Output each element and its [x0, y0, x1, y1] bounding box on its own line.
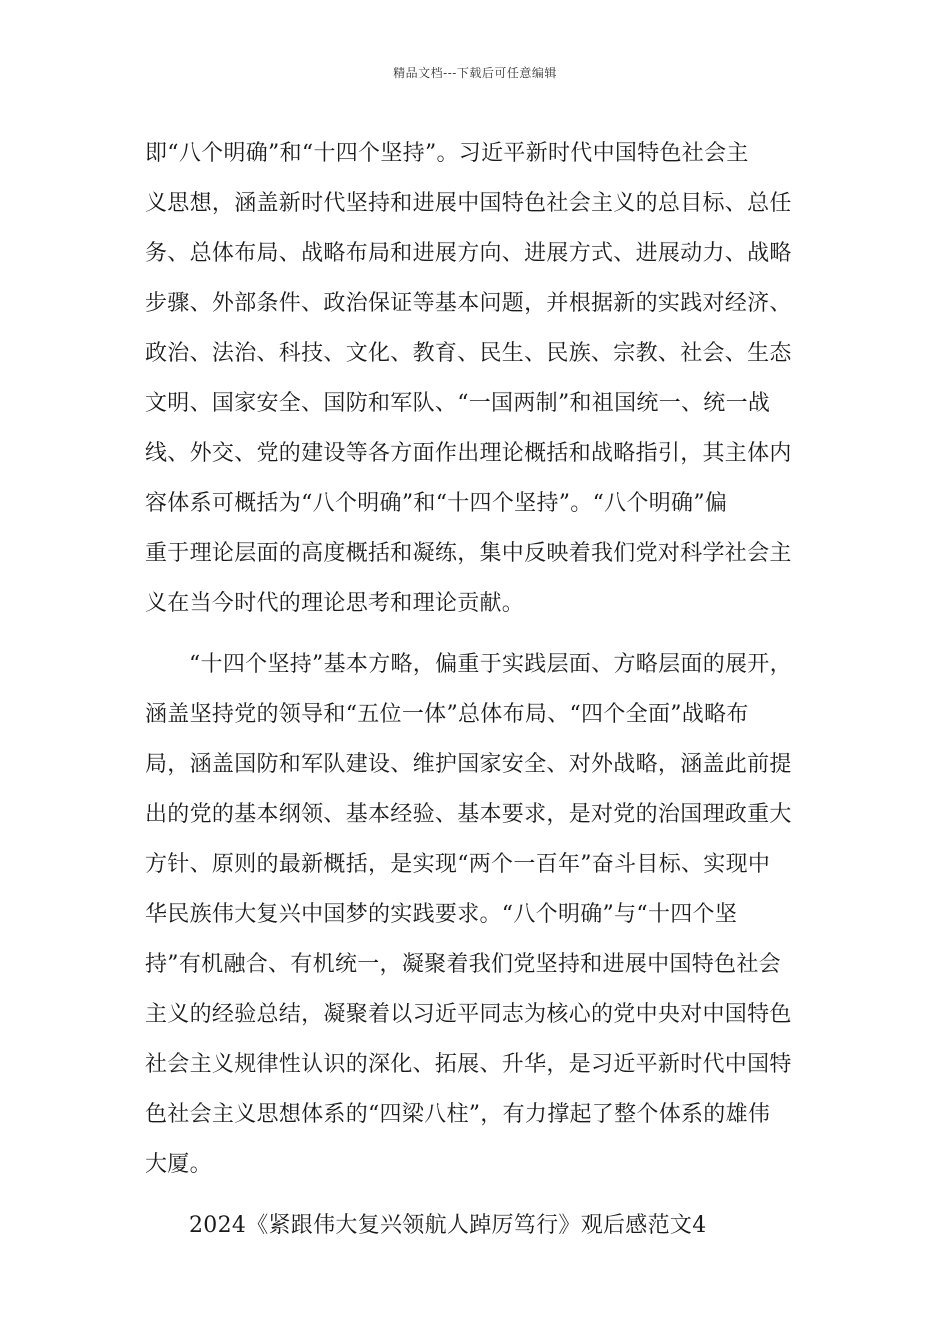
text-line: 社会主义规律性认识的深化、拓展、升华，是习近平新时代中国特 — [145, 1052, 792, 1077]
text-line: 涵盖坚持党的领导和“五位一体”总体布局、“四个全面”战略布 — [145, 702, 749, 727]
text-line: 义在当今时代的理论思考和理论贡献。 — [145, 591, 525, 616]
paragraph — [145, 131, 825, 631]
paragraph-gap — [145, 631, 825, 642]
text-line: 华民族伟大复兴中国梦的实践要求。“八个明确”与“十四个坚 — [145, 902, 738, 927]
text-line: 线、外交、党的建设等各方面作出理论概括和战略指引，其主体内 — [145, 441, 792, 466]
paragraph — [145, 642, 825, 1192]
text-line: 义思想，涵盖新时代坚持和进展中国特色社会主义的总目标、总任 — [145, 191, 792, 216]
text-line: 文明、国家安全、国防和军队、“一国两制”和祖国统一、统一战 — [145, 391, 771, 416]
text-line: “十四个坚持”基本方略，偏重于实践层面、方略层面的展开， — [189, 652, 792, 677]
text-line: 出的党的基本纲领、基本经验、基本要求，是对党的治国理政重大 — [145, 802, 792, 827]
text-line: 局，涵盖国防和军队建设、维护国家安全、对外战略，涵盖此前提 — [145, 752, 792, 777]
text-line: 持”有机融合、有机统一，凝聚着我们党坚持和进展中国特色社会 — [145, 952, 781, 977]
text-line: 色社会主义思想体系的“四梁八柱”，有力撑起了整个体系的雄伟 — [145, 1102, 771, 1127]
text-line: 政治、法治、科技、文化、教育、民生、民族、宗教、社会、生态 — [145, 341, 792, 366]
paragraph-gap — [145, 1192, 825, 1203]
paragraph — [145, 1203, 825, 1253]
document-body — [145, 131, 825, 1253]
text-line: 2024《紧跟伟大复兴领航人踔厉笃行》观后感范文4 — [189, 1213, 707, 1238]
text-line: 大厦。 — [145, 1152, 212, 1177]
text-line: 重于理论层面的高度概括和凝练，集中反映着我们党对科学社会主 — [145, 541, 792, 566]
text-line: 务、总体布局、战略布局和进展方向、进展方式、进展动力、战略 — [145, 241, 792, 266]
page-header: 精品文档---下载后可任意编辑 — [393, 66, 557, 80]
text-line: 主义的经验总结，凝聚着以习近平同志为核心的党中央对中国特色 — [145, 1002, 792, 1027]
text-line: 方针、原则的最新概括，是实现“两个一百年”奋斗目标、实现中 — [145, 852, 771, 877]
text-line: 即“八个明确”和“十四个坚持”。习近平新时代中国特色社会主 — [145, 141, 749, 166]
text-line: 步骤、外部条件、政治保证等基本问题，并根据新的实践对经济、 — [145, 291, 792, 316]
text-line: 容体系可概括为“八个明确”和“十四个坚持”。“八个明确”偏 — [145, 491, 728, 516]
